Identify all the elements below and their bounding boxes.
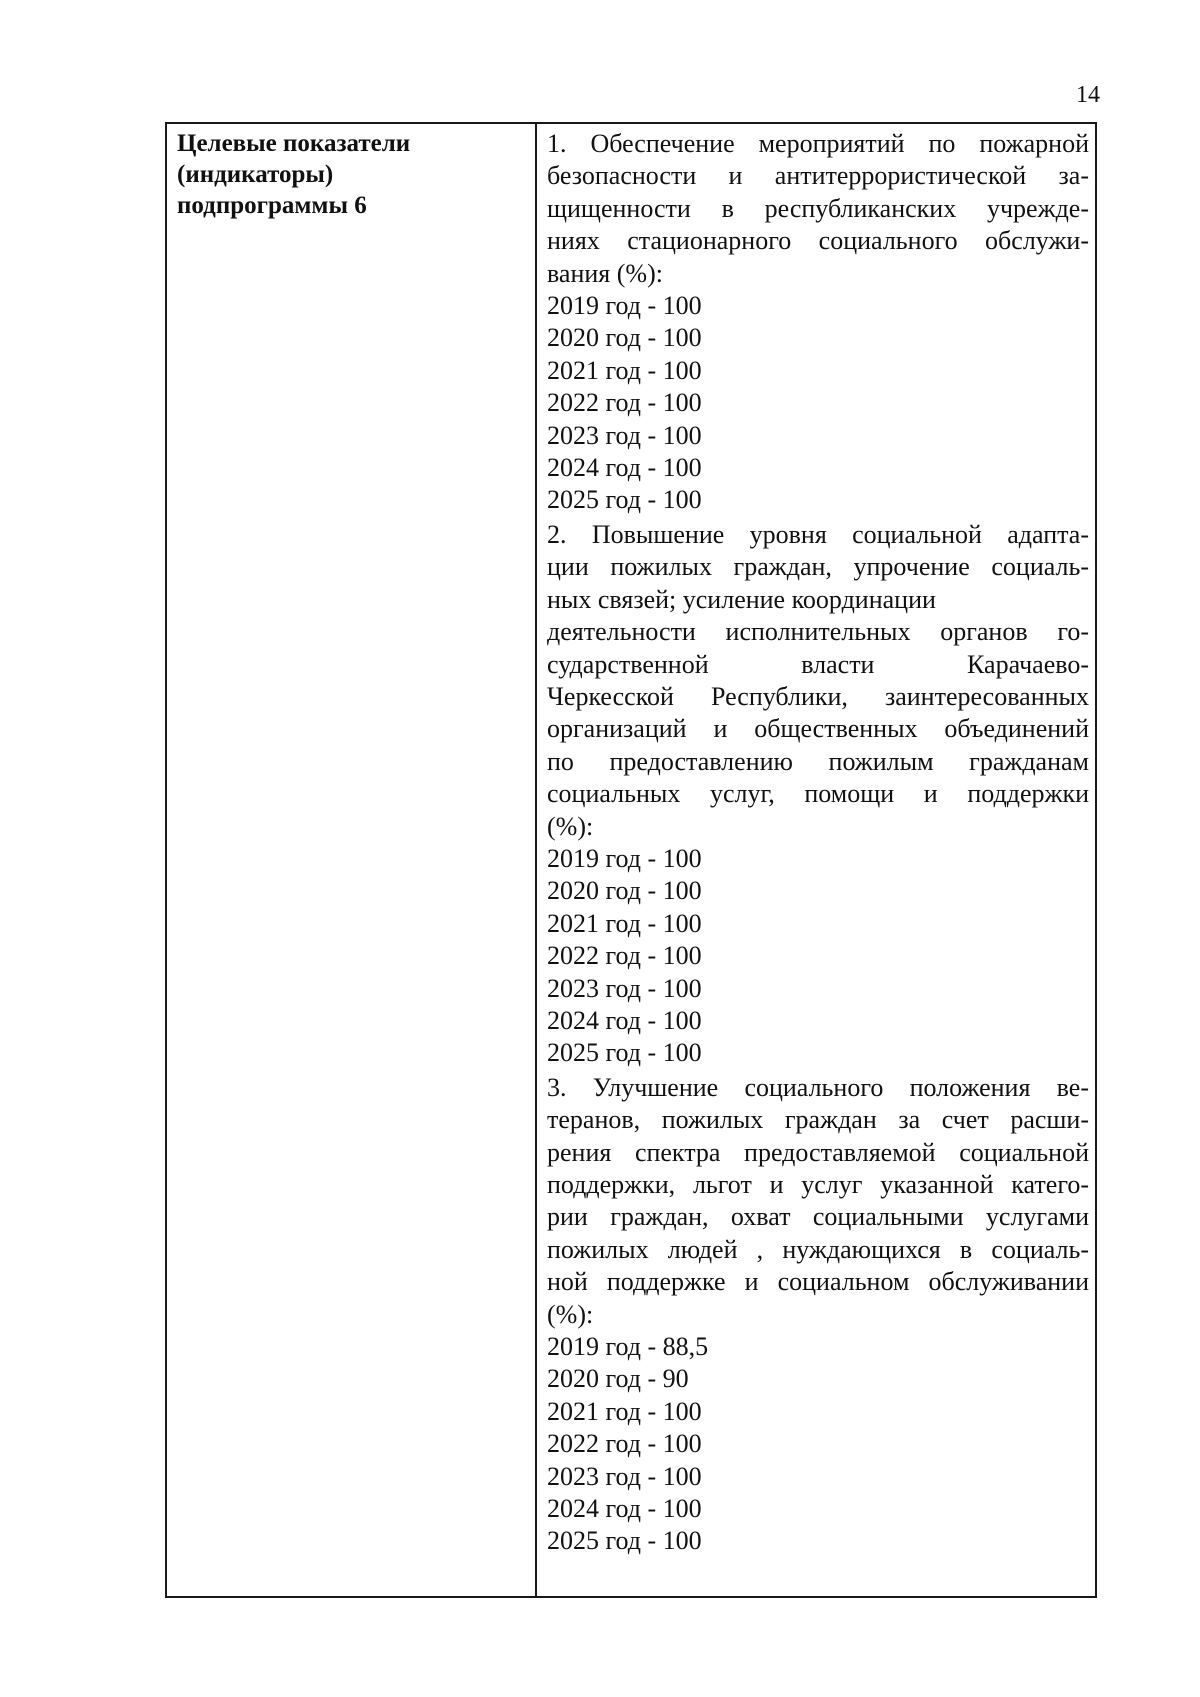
indicator-text-line: Черкесской Республики, заинтересованных — [547, 681, 1089, 711]
indicator-year-value: 2022 год - 100 — [547, 941, 702, 971]
indicator-year-value: 2021 год - 100 — [547, 1396, 702, 1426]
indicator-year-value: 2020 год - 90 — [547, 1364, 689, 1394]
indicator-text-line: деятельности исполнительных органов го- — [547, 617, 1089, 647]
indicator-year-value: 2022 год - 100 — [547, 1429, 702, 1459]
indicator-text-line: (%): — [547, 811, 594, 841]
indicator-text-line: ной поддержке и социальном обслуживании — [547, 1267, 1089, 1297]
indicator-text-line: рения спектра предоставляемой социальной — [547, 1137, 1089, 1167]
indicator-text-line: 2. Повышение уровня социальной адапта- — [547, 519, 1089, 549]
indicator-text-line: щищенности в республиканских учрежде- — [547, 193, 1089, 223]
indicator-year-value: 2025 год - 100 — [547, 485, 702, 515]
indicator-text-line: (%): — [547, 1299, 594, 1329]
indicator-text-line: 1. Обеспечение мероприятий по пожарной — [547, 129, 1089, 158]
indicator-text-line: вания (%): — [547, 258, 663, 288]
indicator-year-value: 2023 год - 100 — [547, 420, 702, 450]
indicators-table — [165, 122, 1097, 1598]
indicator-year-value: 2023 год - 100 — [547, 973, 702, 1003]
indicator-text-line: рии граждан, охват социальными услугами — [547, 1202, 1089, 1232]
indicator-year-value: 2020 год - 100 — [547, 876, 702, 906]
indicator-text-line: сударственной власти Карачаево- — [547, 649, 1089, 679]
indicator-block — [547, 1072, 1089, 1558]
indicator-year-value: 2019 год - 100 — [547, 843, 702, 873]
content-cell — [537, 124, 1095, 1596]
indicator-block — [547, 519, 1089, 1070]
indicator-text-line: поддержки, льгот и услуг указанной катего- — [547, 1170, 1089, 1199]
indicator-year-value: 2020 год - 100 — [547, 323, 702, 353]
indicator-year-value: 2024 год - 100 — [547, 1494, 702, 1524]
indicator-year-value: 2021 год - 100 — [547, 355, 702, 385]
indicator-year-value: 2025 год - 100 — [547, 1526, 702, 1556]
label-cell — [167, 124, 537, 1596]
label-line: подпрограммы 6 — [177, 192, 367, 219]
indicator-text-line: 3. Улучшение социального положения ве- — [547, 1072, 1089, 1102]
indicator-text-line: теранов, пожилых граждан за счет расши- — [547, 1105, 1089, 1135]
indicator-text-line: пожилых людей , нуждающихся в социаль- — [547, 1234, 1089, 1264]
indicator-text-line: ных связей; усиление координации — [547, 584, 936, 614]
indicator-year-value: 2019 год - 88,5 — [547, 1332, 709, 1362]
indicator-year-value: 2023 год - 100 — [547, 1461, 702, 1491]
indicator-year-value: 2021 год - 100 — [547, 908, 702, 938]
indicator-text-line: по предоставлению пожилым гражданам — [547, 746, 1089, 776]
indicator-year-value: 2019 год - 100 — [547, 291, 702, 321]
indicator-text-line: безопасности и антитеррористической за- — [547, 161, 1089, 191]
indicator-text-line: организаций и общественных объединений — [547, 714, 1089, 744]
label-line: Целевые показатели — [177, 130, 411, 157]
indicator-year-value: 2025 год - 100 — [547, 1038, 702, 1068]
indicator-block — [547, 128, 1089, 517]
page-number: 14 — [1076, 82, 1100, 108]
indicator-text-line: ниях стационарного социального обслужи- — [547, 226, 1089, 256]
indicator-text-line: ции пожилых граждан, упрочение социаль- — [547, 552, 1089, 582]
label-line: (индикаторы) — [177, 161, 334, 188]
indicator-year-value: 2022 год - 100 — [547, 388, 702, 418]
indicator-year-value: 2024 год - 100 — [547, 1005, 702, 1035]
indicator-year-value: 2024 год - 100 — [547, 453, 702, 483]
indicator-text-line: социальных услуг, помощи и поддержки — [547, 779, 1089, 809]
